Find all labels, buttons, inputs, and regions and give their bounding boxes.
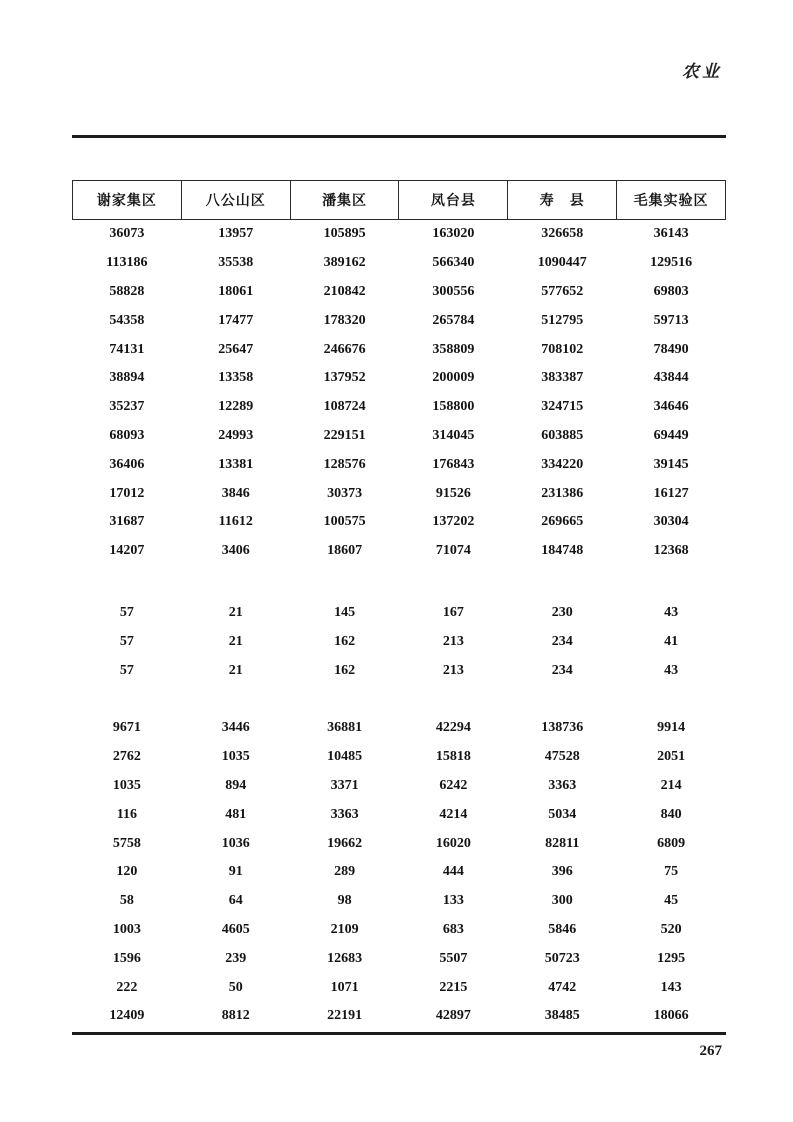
table-cell: 239: [225, 950, 247, 966]
table-cell: 1035: [221, 749, 250, 765]
table-cell: 12368: [653, 543, 689, 559]
table-cell: 18061: [218, 283, 254, 299]
table-cell: 38485: [544, 1008, 580, 1024]
table-cell: 43844: [653, 370, 689, 386]
table-cell: 21: [228, 662, 243, 678]
table-cell: 58: [119, 893, 134, 909]
table-cell: 213: [442, 633, 464, 649]
table-cell: 54358: [109, 312, 145, 328]
table-cell: 13381: [218, 456, 254, 472]
page-section-label: 农业: [682, 62, 722, 81]
table-cell: 840: [660, 806, 682, 822]
table-cell: 30373: [327, 485, 363, 501]
table-row: [73, 537, 726, 566]
table-row: [73, 508, 726, 537]
table-cell: 1071: [330, 979, 359, 995]
table-row: [73, 627, 726, 656]
column-header-xiejiaji: 谢家集区: [73, 181, 182, 220]
table-cell: 30304: [653, 514, 689, 530]
table-row: [73, 479, 726, 508]
table-cell: 214: [660, 777, 682, 793]
table-cell: 14207: [109, 543, 145, 559]
table-cell: 58828: [109, 283, 145, 299]
table-cell: 128576: [323, 456, 366, 472]
table-cell: 396: [551, 864, 573, 880]
table-cell: 1596: [112, 950, 141, 966]
table-cell: 324715: [541, 399, 584, 415]
table-cell: 17477: [218, 312, 254, 328]
table-cell: 59713: [653, 312, 689, 328]
table-row: [73, 916, 726, 945]
table-cell: 234: [551, 633, 573, 649]
table-cell: 69803: [653, 283, 689, 299]
table-row: [73, 450, 726, 479]
table-cell: 512795: [541, 312, 584, 328]
table-cell: 34646: [653, 399, 689, 415]
table-cell: 300556: [432, 283, 475, 299]
table-cell: 213: [442, 662, 464, 678]
table-cell: 222: [116, 979, 138, 995]
table-row: [73, 1002, 726, 1031]
table-cell: 120: [116, 864, 138, 880]
table-cell: 41: [664, 633, 679, 649]
table-cell: 108724: [323, 399, 366, 415]
table-row: [73, 249, 726, 278]
table-row: [73, 599, 726, 628]
table-cell: 269665: [541, 514, 584, 530]
table-row: [73, 656, 726, 685]
table-row: [73, 829, 726, 858]
table-row: [73, 944, 726, 973]
table-cell: 57: [119, 633, 134, 649]
table-cell: 603885: [541, 427, 584, 443]
table-cell: 137202: [432, 514, 475, 530]
table-cell: 5034: [548, 806, 577, 822]
table-cell: 13957: [218, 226, 254, 242]
table-cell: 389162: [323, 255, 366, 271]
table-cell: 39145: [653, 456, 689, 472]
table-row: [73, 393, 726, 422]
table-cell: 11612: [218, 514, 253, 530]
table-cell: 47528: [544, 749, 580, 765]
page-number: 267: [699, 1043, 722, 1059]
table-cell: 16127: [653, 485, 689, 501]
table-cell: 24993: [218, 427, 254, 443]
table-cell: 246676: [323, 341, 366, 357]
table-cell: 3371: [330, 777, 359, 793]
table-cell: 234: [551, 662, 573, 678]
table-cell: 6809: [657, 835, 686, 851]
table-cell: 71074: [435, 543, 471, 559]
table-cell: 35237: [109, 399, 145, 415]
table-cell: 5758: [112, 835, 141, 851]
table-row: [73, 858, 726, 887]
table-cell: 334220: [541, 456, 584, 472]
table-cell: 12289: [218, 399, 254, 415]
table-cell: 8812: [221, 1008, 250, 1024]
table-cell: 36073: [109, 226, 145, 242]
table-cell: 1036: [221, 835, 250, 851]
table-cell: 3363: [330, 806, 359, 822]
table-cell: 326658: [541, 226, 584, 242]
table-cell: 31687: [109, 514, 145, 530]
table-cell: 13358: [218, 370, 254, 386]
table-cell: 18607: [327, 543, 363, 559]
table-cell: 43: [664, 604, 679, 620]
table-cell: 45: [664, 893, 679, 909]
column-header-shouxian: 寿 县: [508, 181, 617, 220]
table-cell: 4214: [439, 806, 468, 822]
table-cell: 18066: [653, 1008, 689, 1024]
table-cell: 9914: [657, 720, 686, 736]
table-cell: 15818: [435, 749, 471, 765]
table-cell: 894: [225, 777, 247, 793]
table-cell: 3363: [548, 777, 577, 793]
table-cell: 17012: [109, 485, 145, 501]
table-cell: 10485: [327, 749, 363, 765]
table-cell: 35538: [218, 255, 254, 271]
table-cell: 74131: [109, 341, 145, 357]
table-cell: 42294: [435, 720, 471, 736]
header-row: [73, 181, 726, 220]
table-cell: 481: [225, 806, 247, 822]
table-cell: 229151: [323, 427, 366, 443]
table-row: [73, 422, 726, 451]
table-cell: 100575: [323, 514, 366, 530]
table-cell: 184748: [541, 543, 584, 559]
column-header-maoji: 毛集实验区: [617, 181, 726, 220]
table-cell: 145: [334, 604, 356, 620]
group-spacer: [73, 685, 726, 714]
table-row: [73, 278, 726, 307]
table-cell: 1003: [112, 921, 141, 937]
table-cell: 231386: [541, 485, 584, 501]
table-cell: 300: [551, 893, 573, 909]
table-cell: 43: [664, 662, 679, 678]
table-cell: 9671: [112, 720, 141, 736]
table-cell: 75: [664, 864, 679, 880]
data-table: [72, 180, 726, 1031]
table-cell: 50723: [544, 950, 580, 966]
table-cell: 57: [119, 662, 134, 678]
table-row: [73, 364, 726, 393]
table-cell: 5507: [439, 950, 468, 966]
table-cell: 2762: [112, 749, 141, 765]
table-cell: 105895: [323, 226, 366, 242]
table-cell: 12409: [109, 1008, 145, 1024]
table-cell: 200009: [432, 370, 475, 386]
group-spacer-cell: [73, 685, 726, 714]
table-body: [73, 220, 726, 1031]
table-cell: 25647: [218, 341, 254, 357]
table-cell: 16020: [435, 835, 471, 851]
table-cell: 5846: [548, 921, 577, 937]
table-cell: 21: [228, 604, 243, 620]
bottom-rule: [72, 1032, 726, 1035]
table-cell: 91526: [435, 485, 471, 501]
table-cell: 566340: [432, 255, 475, 271]
table-cell: 2051: [657, 749, 686, 765]
table-cell: 19662: [327, 835, 363, 851]
table-row: [73, 743, 726, 772]
table-row: [73, 714, 726, 743]
table-cell: 162: [334, 662, 356, 678]
table-cell: 265784: [432, 312, 475, 328]
table-cell: 42897: [435, 1008, 471, 1024]
table-cell: 116: [116, 806, 138, 822]
table-cell: 69449: [653, 427, 689, 443]
table-cell: 230: [551, 604, 573, 620]
table-cell: 2109: [330, 921, 359, 937]
column-header-bagongshan: 八公山区: [181, 181, 290, 220]
table-header: [73, 181, 726, 220]
table-cell: 1295: [657, 950, 686, 966]
table-cell: 82811: [545, 835, 580, 851]
table-cell: 113186: [106, 255, 148, 271]
table-cell: 22191: [327, 1008, 363, 1024]
table-row: [73, 887, 726, 916]
table-cell: 57: [119, 604, 134, 620]
table-cell: 36143: [653, 226, 689, 242]
table-cell: 1035: [112, 777, 141, 793]
column-header-fengtai: 凤台县: [399, 181, 508, 220]
table-cell: 3446: [221, 720, 250, 736]
table-cell: 21: [228, 633, 243, 649]
table-cell: 176843: [432, 456, 475, 472]
table-cell: 4742: [548, 979, 577, 995]
table-row: [73, 335, 726, 364]
table-cell: 133: [442, 893, 464, 909]
table-cell: 444: [442, 864, 464, 880]
table-cell: 358809: [432, 341, 475, 357]
table-cell: 3846: [221, 485, 250, 501]
table-cell: 38894: [109, 370, 145, 386]
table-cell: 4605: [221, 921, 250, 937]
top-rule: [72, 135, 726, 138]
table-cell: 163020: [432, 226, 475, 242]
table-cell: 6242: [439, 777, 468, 793]
column-header-panji: 潘集区: [290, 181, 399, 220]
table-cell: 210842: [323, 283, 366, 299]
table-row: [73, 220, 726, 249]
group-spacer-cell: [73, 566, 726, 599]
table-row: [73, 306, 726, 335]
table-cell: 178320: [323, 312, 366, 328]
table-cell: 64: [228, 893, 243, 909]
table-cell: 98: [337, 893, 352, 909]
table-cell: 1090447: [537, 255, 587, 271]
table-cell: 289: [334, 864, 356, 880]
table-cell: 577652: [541, 283, 584, 299]
table-row: [73, 772, 726, 801]
group-spacer: [73, 566, 726, 599]
table-cell: 158800: [432, 399, 475, 415]
table-cell: 12683: [327, 950, 363, 966]
table-row: [73, 973, 726, 1002]
table-cell: 50: [228, 979, 243, 995]
table-cell: 708102: [541, 341, 584, 357]
table-cell: 138736: [541, 720, 584, 736]
table-cell: 68093: [109, 427, 145, 443]
table-cell: 143: [660, 979, 682, 995]
table-cell: 78490: [653, 341, 689, 357]
table-cell: 314045: [432, 427, 475, 443]
table-row: [73, 800, 726, 829]
table-cell: 520: [660, 921, 682, 937]
table-cell: 2215: [439, 979, 468, 995]
table-cell: 383387: [541, 370, 584, 386]
table-cell: 36881: [327, 720, 363, 736]
table-cell: 3406: [221, 543, 250, 559]
table-cell: 162: [334, 633, 356, 649]
table-cell: 137952: [323, 370, 366, 386]
table-cell: 129516: [650, 255, 693, 271]
table-cell: 167: [442, 604, 464, 620]
table-cell: 91: [228, 864, 243, 880]
table-cell: 36406: [109, 456, 145, 472]
table-cell: 683: [442, 921, 464, 937]
